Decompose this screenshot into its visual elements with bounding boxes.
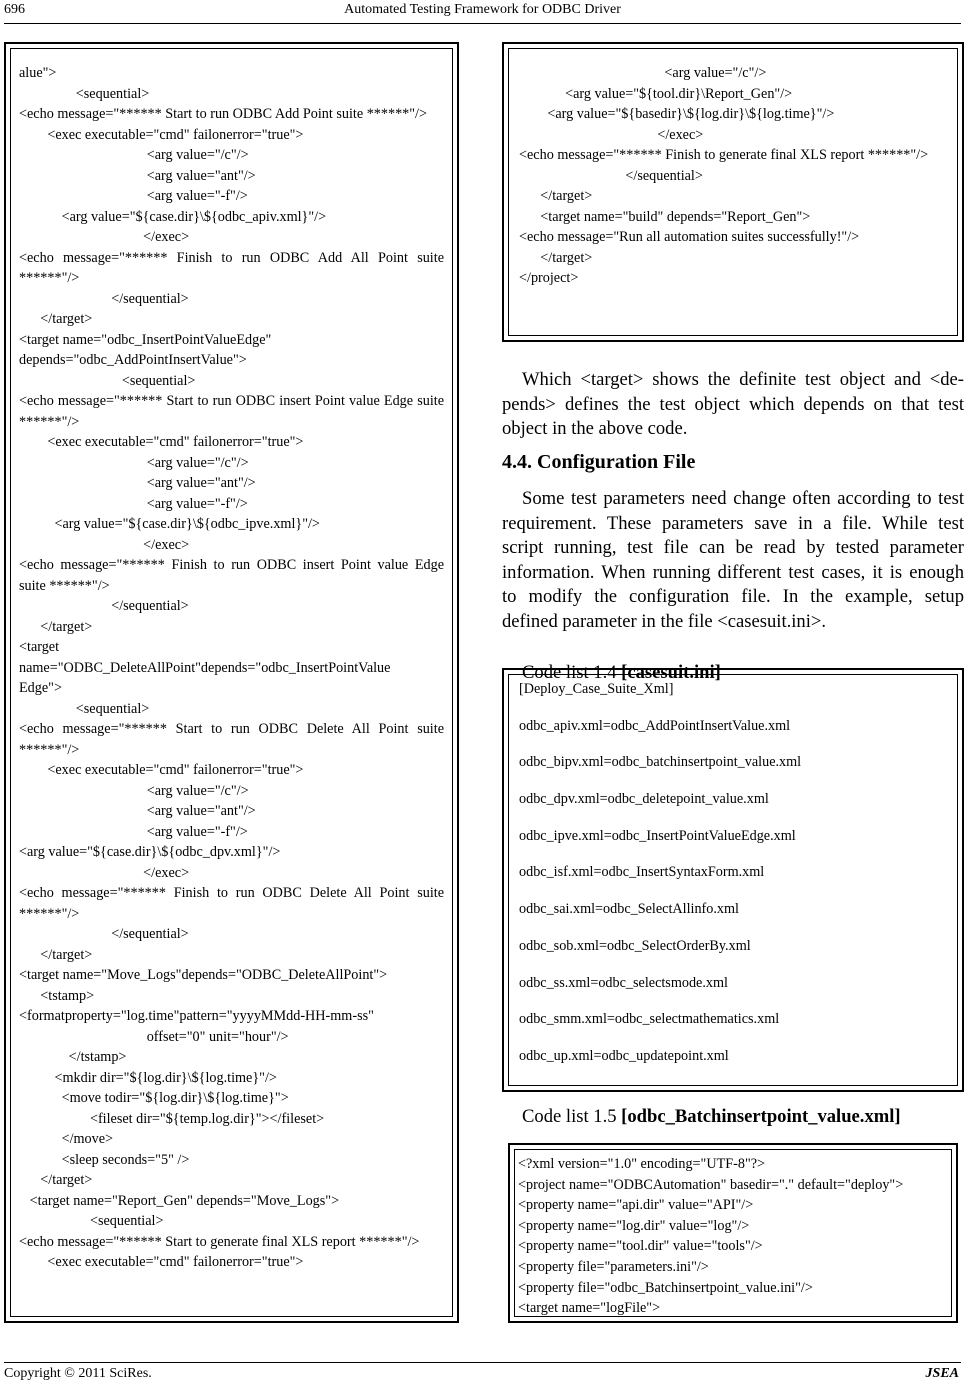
code-line: <property file="odbc_Batchinsertpoint_value.ini"/> bbox=[518, 1279, 813, 1296]
code-line: <property name="tool.dir" value="tools"/> bbox=[518, 1238, 763, 1255]
paragraph-line: to modify the configuration file. In the example, setup bbox=[502, 586, 964, 608]
code-line: odbc_ss.xml=odbc_selectsmode.xml bbox=[519, 974, 728, 991]
code-line: </target> bbox=[19, 946, 93, 963]
code-line: <fileset dir="${temp.log.dir}"></fileset> bbox=[19, 1110, 325, 1127]
ini-listing bbox=[509, 674, 957, 1075]
code-line: </sequential> bbox=[519, 167, 703, 184]
code-line: </move> bbox=[19, 1131, 114, 1147]
code-line: [Deploy_Case_Suite_Xml] bbox=[519, 681, 674, 697]
code-line: <arg value="-f"/> bbox=[19, 823, 248, 840]
code-listing-right-top bbox=[509, 63, 957, 289]
code-line: </target> bbox=[519, 249, 593, 266]
paragraph-line: Some test parameters need change often according to test bbox=[522, 488, 964, 509]
page-number: 696 bbox=[4, 2, 25, 17]
code-line: <echo message="****** Start to generate final XLS report ******"/> bbox=[19, 1233, 420, 1250]
code-line: <target name="build" depends="Report_Gen"> bbox=[519, 208, 811, 225]
code-line: </exec> bbox=[19, 864, 190, 881]
code-line: <echo message="****** Start to run ODBC Delete All Point suite ******"/> bbox=[19, 721, 444, 758]
code-line: </exec> bbox=[519, 126, 704, 143]
code-line: <arg value="${case.dir}\${odbc_dpv.xml}"/> bbox=[19, 844, 281, 860]
code-line: <echo message="****** Finish to run ODBC insert Point value Edge suite ******"/> bbox=[19, 557, 444, 594]
copyright: Copyright © 2011 SciRes. bbox=[4, 1366, 152, 1381]
code-line: <move todir="${log.dir}\${log.time}"> bbox=[19, 1090, 289, 1106]
code-line: <exec executable="cmd" failonerror="true"> bbox=[19, 126, 304, 143]
code-line: odbc_bipv.xml=odbc_batchinsertpoint_value.xml bbox=[519, 754, 802, 771]
code-line: <?xml version="1.0" encoding="UTF-8"?> bbox=[518, 1156, 766, 1172]
code-line: <mkdir dir="${log.dir}\${log.time}"/> bbox=[19, 1069, 277, 1086]
code-line: depends="odbc_AddPointInsertValue"> bbox=[19, 352, 247, 368]
paragraph-line: information. When running different test cases, it is enough bbox=[502, 561, 964, 583]
caption-prefix: Code list 1.4 bbox=[522, 662, 622, 683]
code-line: </sequential> bbox=[19, 926, 189, 942]
caption-filename: [odbc_Batchinsertpoint_value.xml] bbox=[621, 1106, 901, 1127]
code-line: <property name="log.dir" value="log"/> bbox=[518, 1217, 750, 1234]
code-line: odbc_ipve.xml=odbc_InsertPointValueEdge.xml bbox=[519, 827, 796, 844]
code-line: <tstamp> bbox=[19, 987, 95, 1004]
code-line: <exec executable="cmd" failonerror="true"> bbox=[19, 1254, 304, 1270]
code-box-casesuit-ini bbox=[502, 668, 964, 1092]
code-line: </target> bbox=[19, 618, 93, 635]
code-box-right-top bbox=[502, 42, 964, 342]
code-line: odbc_isf.xml=odbc_InsertSyntaxForm.xml bbox=[519, 864, 765, 881]
code-line: <arg value="${case.dir}\${odbc_apiv.xml}"/> bbox=[19, 208, 327, 225]
code-line: <sequential> bbox=[19, 1213, 164, 1229]
code-line: odbc_sai.xml=odbc_SelectAllinfo.xml bbox=[519, 901, 739, 918]
code-line: odbc_smm.xml=odbc_selectmathematics.xml bbox=[519, 1011, 780, 1028]
code-line: <arg value="/c"/> bbox=[519, 65, 767, 81]
code-line: <echo message="****** Finish to generate final XLS report ******"/> bbox=[519, 147, 929, 163]
code-line: <arg value="ant"/> bbox=[19, 475, 256, 491]
journal-name: JSEA bbox=[925, 1366, 959, 1381]
xml-listing bbox=[515, 1154, 951, 1317]
paragraph-line: object in the above code. bbox=[502, 418, 688, 440]
code-line: odbc_apiv.xml=odbc_AddPointInsertValue.xml bbox=[519, 717, 791, 734]
code-line: <exec executable="cmd" failonerror="true"> bbox=[19, 762, 304, 778]
code-line: <sequential> bbox=[19, 85, 150, 102]
code-line: <arg value="/c"/> bbox=[19, 454, 249, 471]
code-line: <arg value="ant"/> bbox=[19, 803, 256, 819]
paragraph-line: requirement. These parameters save in a file. While test bbox=[502, 512, 964, 534]
code-line: <arg value="ant"/> bbox=[19, 167, 256, 184]
code-line: <echo message="Run all automation suites successfully!"/> bbox=[519, 229, 860, 245]
code-line: alue"> bbox=[19, 65, 57, 81]
paragraph-line: pends> defines the test object which depends on that test bbox=[502, 393, 964, 415]
paragraph-configuration bbox=[502, 487, 964, 635]
code-line: name="ODBC_DeleteAllPoint"depends="odbc_InsertPointValue bbox=[19, 659, 391, 676]
caption-prefix: Code list 1.5 bbox=[522, 1106, 622, 1127]
code-line: Edge"> bbox=[19, 680, 62, 696]
code-line: <sequential> bbox=[19, 700, 150, 717]
code-line: <arg value="${case.dir}\${odbc_ipve.xml}"/> bbox=[19, 516, 320, 532]
code-line: </sequential> bbox=[19, 290, 189, 307]
code-line: <target name="logFile"> bbox=[518, 1300, 661, 1317]
code-line: <sleep seconds="5" /> bbox=[19, 1151, 190, 1168]
footer-rule bbox=[4, 1362, 961, 1363]
header-rule bbox=[4, 23, 961, 24]
code-line: </exec> bbox=[19, 229, 190, 245]
code-line: <sequential> bbox=[19, 372, 196, 389]
code-line: <property name="api.dir" value="API"/> bbox=[518, 1197, 754, 1214]
paragraph-line: script running, test file can be read by tested parameter bbox=[502, 537, 964, 559]
code-line: odbc_up.xml=odbc_updatepoint.xml bbox=[519, 1047, 729, 1064]
code-line: </sequential> bbox=[19, 598, 189, 614]
code-line: </target> bbox=[519, 188, 593, 204]
code-line: <arg value="-f"/> bbox=[19, 495, 248, 512]
code-line: </exec> bbox=[19, 536, 190, 553]
code-box-batchinsert-xml bbox=[508, 1143, 958, 1323]
code-line: <arg value="-f"/> bbox=[19, 188, 248, 204]
code-line: <target name="odbc_InsertPointValueEdge" bbox=[19, 331, 272, 348]
paragraph-targets bbox=[502, 368, 964, 442]
code-listing-left bbox=[11, 63, 452, 1273]
caption-filename: [casesuit.ini] bbox=[621, 662, 721, 683]
code-line: <target name="Move_Logs"depends="ODBC_DeleteAllPoint"> bbox=[19, 967, 388, 983]
code-line: <target name="Report_Gen" depends="Move_Logs"> bbox=[19, 1192, 340, 1209]
code-line: <target bbox=[19, 639, 60, 655]
code-line: <arg value="${basedir}\${log.dir}\${log.time}"/> bbox=[519, 106, 835, 122]
paragraph-line: Which <target> shows the definite test object and <de- bbox=[522, 369, 964, 390]
code-line: </target> bbox=[19, 1172, 93, 1188]
code-line: </target> bbox=[19, 311, 93, 327]
code-line: <echo message="****** Finish to run ODBC Add All Point suite ******"/> bbox=[19, 249, 444, 286]
code-line: </project> bbox=[519, 270, 579, 286]
running-title: Automated Testing Framework for ODBC Driver bbox=[344, 2, 621, 17]
code-line: <arg value="/c"/> bbox=[19, 782, 249, 799]
code-line: odbc_sob.xml=odbc_SelectOrderBy.xml bbox=[519, 937, 751, 954]
code-line: </tstamp> bbox=[19, 1049, 127, 1065]
code-line: <echo message="****** Start to run ODBC insert Point value Edge suite ******"/> bbox=[19, 393, 444, 430]
code-line: <arg value="${tool.dir}\Report_Gen"/> bbox=[519, 85, 793, 102]
code-line: <project name="ODBCAutomation" basedir="." default="deploy"> bbox=[518, 1176, 904, 1193]
code-line: <property file="parameters.ini"/> bbox=[518, 1258, 709, 1275]
paragraph-line: defined parameter in the file <casesuit.ini>. bbox=[502, 610, 827, 632]
code-list-caption-2 bbox=[522, 1106, 901, 1128]
code-box-left bbox=[4, 42, 459, 1323]
code-line: <echo message="****** Start to run ODBC Add Point suite ******"/> bbox=[19, 106, 427, 122]
code-line: <arg value="/c"/> bbox=[19, 147, 249, 163]
code-line: odbc_dpv.xml=odbc_deletepoint_value.xml bbox=[519, 791, 769, 808]
code-line: <exec executable="cmd" failonerror="true"> bbox=[19, 434, 304, 450]
section-heading: 4.4. Configuration File bbox=[502, 451, 696, 473]
code-line: offset="0" unit="hour"/> bbox=[19, 1028, 289, 1045]
code-line: <formatproperty="log.time"pattern="yyyyMMdd-HH-mm-ss" bbox=[19, 1008, 374, 1024]
code-line: <echo message="****** Finish to run ODBC Delete All Point suite ******"/> bbox=[19, 885, 444, 922]
